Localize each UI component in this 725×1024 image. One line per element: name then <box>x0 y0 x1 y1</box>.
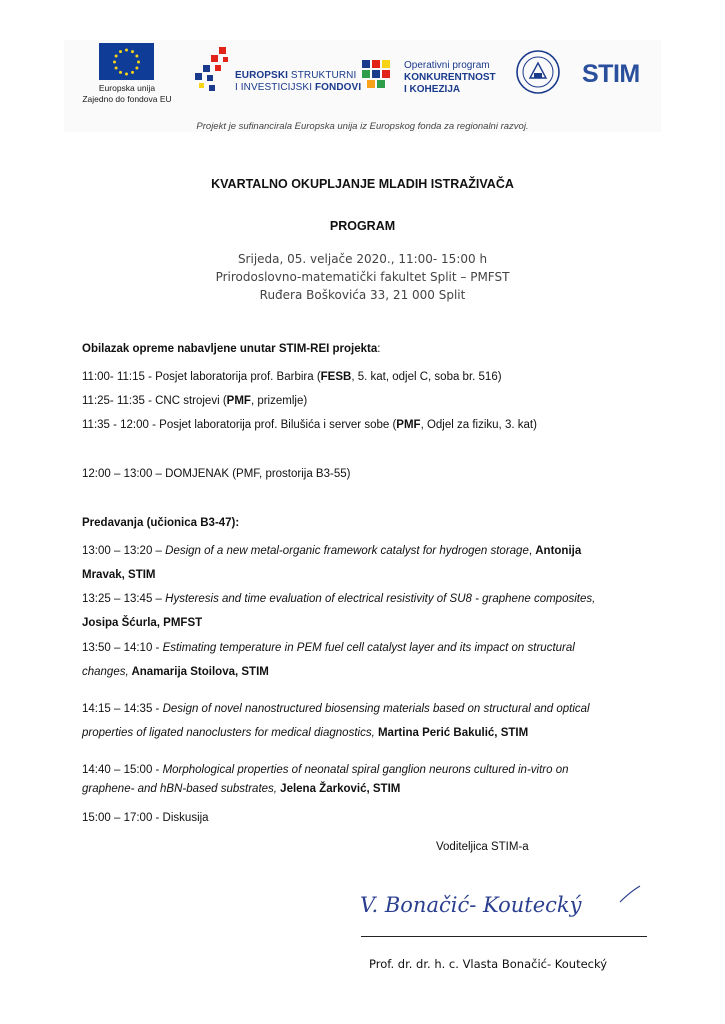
lecture-line1 <box>82 593 595 605</box>
tour-location: PMF <box>226 395 251 407</box>
lecture-title: Morphological properties of neonatal spiral ganglion neurons cultured in-vitro on <box>162 764 569 776</box>
lecture-title: Design of a new metal-organic framework catalyst for hydrogen storage <box>165 545 529 557</box>
opk-logo-text <box>404 60 496 96</box>
lecture-author: Josipa Šćurla, PMFST <box>82 617 203 629</box>
tour-details: , 5. kat, odjel C, soba br. 516) <box>351 371 502 383</box>
address-line: Ruđera Boškovića 33, 21 000 Split <box>259 288 466 302</box>
esif-word-europski: EUROPSKI <box>235 70 289 81</box>
lecture-title: Estimating temperature in PEM fuel cell catalyst layer and its impact on structural <box>162 642 575 654</box>
lecture-sep: , <box>528 545 536 557</box>
opk-line2: KONKURENTNOST <box>404 72 496 83</box>
eu-caption-line1: Europska unija <box>98 83 156 93</box>
esif-logo-text <box>235 70 361 94</box>
lecture-title: Hysteresis and time evaluation of electrical resistivity of SU8 - graphene composites, <box>165 593 596 605</box>
tour-details: , prizemlje) <box>250 395 308 407</box>
lecture-time: 14:40 – 15:00 - <box>82 764 163 776</box>
tour-time: 11:00- 11:15 - <box>82 371 156 383</box>
tour-item <box>82 371 502 383</box>
lecture-author: Antonija <box>535 545 582 557</box>
tour-text: Posjet laboratorija prof. Barbira ( <box>155 371 321 383</box>
lecture-time: 14:15 – 14:35 - <box>82 703 163 715</box>
lecture-line1 <box>82 545 581 557</box>
lectures-heading <box>82 517 239 529</box>
lecture-line1 <box>82 642 575 654</box>
tour-heading-text: Obilazak opreme nabavljene unutar STIM-REI projekta <box>82 343 378 355</box>
handwritten-signature <box>350 868 650 928</box>
esif-word-fondovi: FONDOVI <box>314 82 362 93</box>
esif-word-strukturni: STRUKTURNI <box>288 70 357 81</box>
lecture-line1 <box>82 764 569 776</box>
signature-role: Voditeljica STIM-a <box>436 841 529 853</box>
document-title: KVARTALNO OKUPLJANJE MLADIH ISTRAŽIVAČA <box>211 177 514 191</box>
tour-location: FESB <box>320 371 352 383</box>
lecture-author: Anamarija Stoilova, STIM <box>128 666 269 678</box>
lecture-time: 13:00 – 13:20 – <box>82 545 166 557</box>
signature-handwriting: V. Bonačić- Koutecký <box>360 893 582 917</box>
lecture-author: Jelena Žarković, STIM <box>276 783 401 795</box>
lecture-title-cont: properties of ligated nanoclusters for medical diagnostics, <box>82 727 375 739</box>
discussion-line: 15:00 – 17:00 - Diskusija <box>82 812 209 824</box>
esif-word-investicijski: I INVESTICIJSKI <box>235 82 315 93</box>
lunch-line: 12:00 – 13:00 – DOMJENAK (PMF, prostorija B3-55) <box>82 468 351 480</box>
lecture-line2 <box>82 783 400 795</box>
eu-flag-logo <box>99 43 154 80</box>
program-heading: PROGRAM <box>329 219 396 233</box>
opk-line1: Operativni program <box>404 60 490 71</box>
lecture-author: Martina Perić Bakulić, STIM <box>374 727 529 739</box>
lecture-title-cont: changes, <box>82 666 129 678</box>
stim-logo: STIM <box>582 60 640 88</box>
lecture-line2 <box>82 569 156 581</box>
signature-line <box>361 936 647 937</box>
lecture-line2 <box>82 666 269 678</box>
lectures-heading-text: Predavanja (učionica B3-47): <box>82 517 240 529</box>
lecture-line2 <box>82 727 528 739</box>
lecture-line2 <box>82 617 202 629</box>
cofunding-note: Projekt je sufinancirala Europska unija iz Europskog fonda za regionalni razvoj. <box>196 121 529 132</box>
tour-text: Posjet laboratorija prof. Bilušića i server sobe ( <box>159 419 397 431</box>
lecture-title-cont: graphene- and hBN-based substrates, <box>82 783 277 795</box>
venue-line: Prirodoslovno-matematički fakultet Split – PMFST <box>215 270 510 284</box>
tour-text: CNC strojevi ( <box>155 395 227 407</box>
tour-item <box>82 395 307 407</box>
tour-time: 11:25- 11:35 - <box>82 395 156 407</box>
eu-caption-line2: Zajedno do fondova EU <box>82 94 172 104</box>
university-seal-icon <box>515 49 561 95</box>
lecture-time: 13:25 – 13:45 – <box>82 593 166 605</box>
lecture-line1 <box>82 703 590 715</box>
lecture-time: 13:50 – 14:10 - <box>82 642 163 654</box>
lecture-title: Design of novel nanostructured biosensing materials based on structural and optical <box>162 703 590 715</box>
tour-heading <box>82 343 380 355</box>
esif-logo-icon <box>193 45 235 99</box>
tour-location: PMF <box>396 419 421 431</box>
date-line: Srijeda, 05. veljače 2020., 11:00- 15:00 h <box>237 252 488 266</box>
tour-item <box>82 419 537 431</box>
tour-time: 11:35 - 12:00 - <box>82 419 160 431</box>
lecture-author: Mravak, STIM <box>82 569 156 581</box>
signatory-name: Prof. dr. dr. h. c. Vlasta Bonačić- Koutecký <box>369 957 608 971</box>
opk-line3: I KOHEZIJA <box>404 84 461 95</box>
opk-logo-icon <box>360 58 398 94</box>
tour-details: , Odjel za fiziku, 3. kat) <box>420 419 537 431</box>
tour-heading-colon: : <box>377 343 381 355</box>
